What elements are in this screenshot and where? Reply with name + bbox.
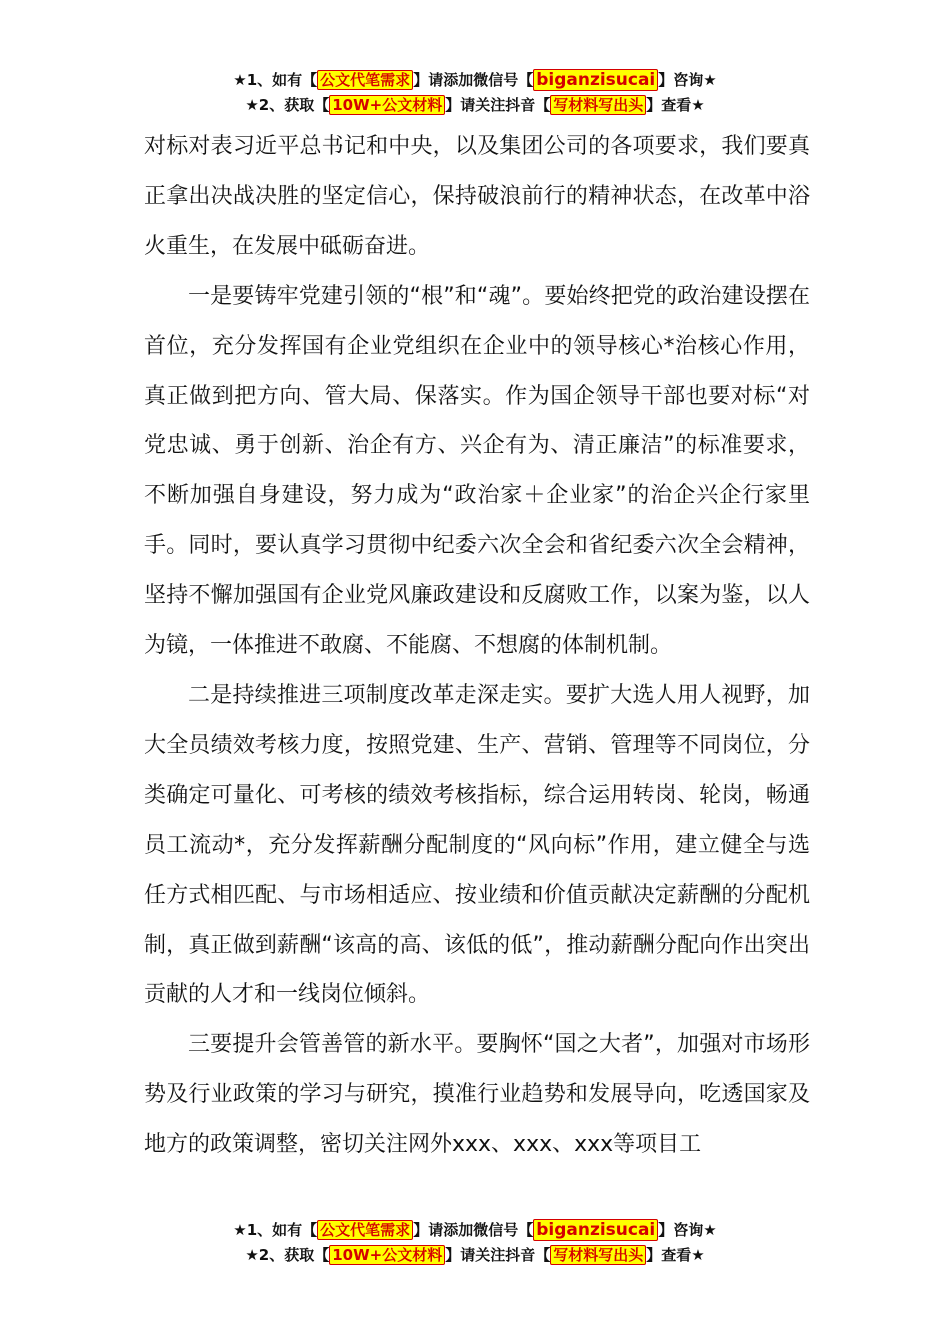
- promo-text: 】请关注抖音【: [445, 96, 551, 114]
- promo-text: ★2、获取【: [245, 1246, 330, 1264]
- paragraph: 三要提升会管善管的新水平。要胸怀“国之大者”，加强对市场形势及行业政策的学习与研究，摸准行业趋势和发展导向，吃透国家及地方的政策调整，密切关注网外xxx、xxx、xxx等项目工: [144, 1032, 810, 1158]
- highlight-badge: 写材料写出头: [550, 95, 646, 115]
- promo-text: 】咨询★: [658, 71, 717, 89]
- promo-text: 】查看★: [646, 96, 705, 114]
- promo-line-1: [0, 68, 950, 93]
- promo-text: ★1、如有【: [233, 71, 318, 89]
- highlight-badge: 写材料写出头: [550, 1245, 646, 1265]
- document-body: [144, 122, 810, 1170]
- highlight-badge: 10W+公文材料: [329, 1245, 445, 1265]
- paragraph: 二是持续推进三项制度改革走深走实。要扩大选人用人视野，加大全员绩效考核力度，按照党建、生产、营销、管理等不同岗位，分类确定可量化、可考核的绩效考核指标，综合运用转岗、轮岗，畅通员工流动*，充分发挥薪酬分配制度的“风向标”作用，建立健全与选任方式相匹配、与市场相适应、按业绩和价值贡献决定薪酬的分配机制，真正做到薪酬“该高的高、该低的低”，推动薪酬分配向作出突出贡献的人才和一线岗位倾斜。: [144, 682, 810, 1008]
- promo-line-2: [0, 93, 950, 118]
- promo-text: 】咨询★: [658, 1221, 717, 1239]
- promo-text: 】请添加微信号【: [413, 1221, 534, 1239]
- promo-text: 】请添加微信号【: [413, 71, 534, 89]
- promo-text: ★2、获取【: [245, 96, 330, 114]
- paragraph: 一是要铸牢党建引领的“根”和“魂”。要始终把党的政治建设摆在首位，充分发挥国有企业党组织在企业中的领导核心*治核心作用，真正做到把方向、管大局、保落实。作为国企领导干部也要对标“对党忠诚、勇于创新、治企有方、兴企有为、清正廉洁”的标准要求，不断加强自身建设，努力成为“政治家＋企业家”的治企兴企行家里手。同时，要认真学习贯彻中纪委六次全会和省纪委六次全会精神，坚持不懈加强国有企业党风廉政建设和反腐败工作，以案为鉴，以人为镜，一体推进不敢腐、不能腐、不想腐的体制机制。: [144, 283, 810, 659]
- promo-banner-top: [0, 68, 950, 118]
- promo-banner-bottom: [0, 1218, 950, 1268]
- promo-line-1: [0, 1218, 950, 1243]
- promo-text: ★1、如有【: [233, 1221, 318, 1239]
- highlight-badge: 10W+公文材料: [329, 95, 445, 115]
- paragraph: 对标对表习近平总书记和中央，以及集团公司的各项要求，我们要真正拿出决战决胜的坚定信心，保持破浪前行的精神状态，在改革中浴火重生，在发展中砥砺奋进。: [144, 134, 810, 259]
- highlight-badge: biganzisucai: [533, 69, 658, 91]
- promo-line-2: [0, 1243, 950, 1268]
- promo-text: 】请关注抖音【: [445, 1246, 551, 1264]
- highlight-badge: biganzisucai: [533, 1219, 658, 1241]
- highlight-badge: 公文代笔需求: [317, 1220, 413, 1240]
- promo-text: 】查看★: [646, 1246, 705, 1264]
- highlight-badge: 公文代笔需求: [317, 70, 413, 90]
